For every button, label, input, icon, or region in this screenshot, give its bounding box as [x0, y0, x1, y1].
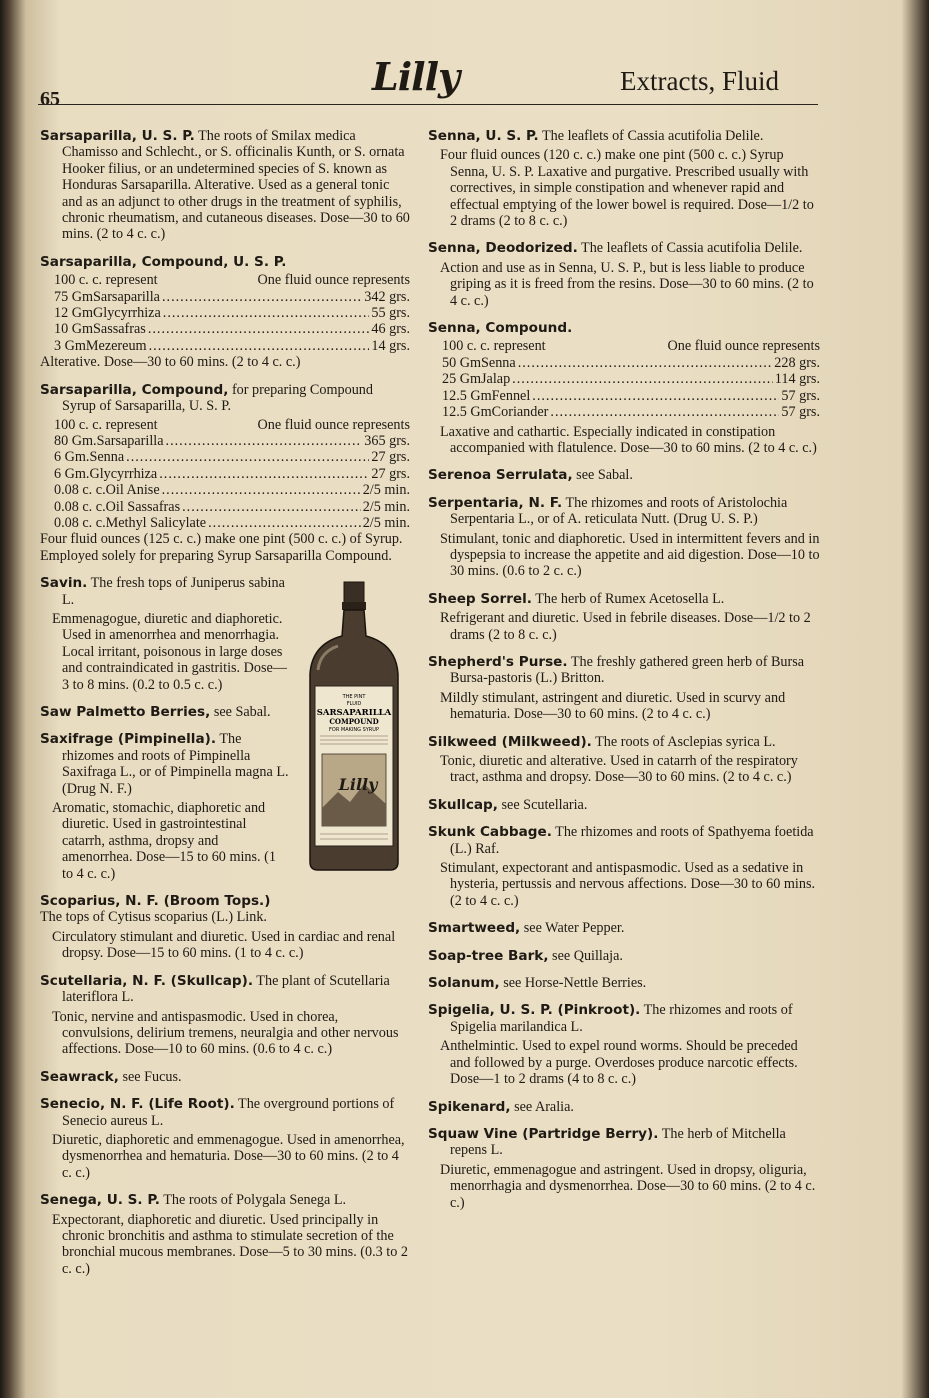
headword: Skullcap,	[428, 796, 498, 813]
entry-sarsaparilla-compound-syrup	[40, 382, 410, 564]
entry-skullcap	[428, 797, 820, 813]
entry-text: The herb of Rumex Acetosella L.	[531, 590, 725, 607]
entry-scoparius	[40, 893, 410, 962]
formula-head	[54, 272, 410, 288]
entry-skunk-cabbage	[428, 824, 820, 909]
entry-scutellaria	[40, 973, 410, 1058]
entry-lead	[428, 824, 820, 857]
entry-lead	[428, 128, 820, 144]
leader-dots	[163, 305, 370, 321]
entry-text: The leaflets of Cassia acutifolia Delile.	[538, 128, 764, 144]
entry-spigelia	[428, 1002, 820, 1087]
headword: Savin.	[40, 575, 88, 592]
formula-row	[442, 388, 820, 404]
headword: Senna, Deodorized.	[428, 240, 578, 257]
formula-row	[442, 404, 820, 420]
bottle-lilly-logo: Lilly	[338, 775, 378, 794]
entry-saw-palmetto	[40, 704, 290, 720]
entry-shepherds-purse	[428, 654, 820, 723]
leader-dots	[532, 388, 779, 404]
entry-text: The herb of Mitchella repens L.	[450, 1125, 786, 1159]
headword: Soap-tree Bark,	[428, 947, 549, 964]
headword: Sarsaparilla, Compound, U. S. P.	[40, 253, 287, 270]
formula-quantity: 25 Gm	[442, 371, 482, 388]
entry-body: Action and use as in Senna, U. S. P., but is less liable to produce griping as it is freed from the resins. Dose—30 to 60 mins. (2 to 4 c. c.)	[440, 259, 814, 309]
entry-body: Laxative and cathartic. Especially indicated in constipation accompanied with flatulence. Dose—30 to 60 mins. (2 to 4 c. c.)	[440, 423, 817, 456]
headword: Spigelia, U. S. P. (Pinkroot).	[428, 1002, 641, 1019]
entry-body: Anthelmintic. Used to expel round worms. Should be preceded and followed by a purge. Overdoses produce narcotic effects. Dose—1 to 2 drams (4 to 8 c. c.)	[440, 1038, 798, 1088]
formula-ingredient: Fennel	[491, 387, 531, 404]
formula-row	[54, 482, 410, 498]
formula-ingredient: Glycyrrhiza	[89, 465, 158, 482]
entry-text: see Quillaja.	[548, 947, 623, 964]
formula-head-left: 100 c. c. represent	[54, 272, 158, 289]
formula-table	[54, 272, 410, 354]
entry-sarsaparilla	[40, 128, 410, 243]
entry-text: The roots of Polygala Senega L.	[159, 1192, 347, 1209]
entry-body: Diuretic, diaphoretic and emmenagogue. Used in amenorrhea, dysmenorrhea and hematuria. Dose—30 to 60 mins. (2 to 4 c. c.)	[52, 1131, 405, 1181]
entry-text: for preparing Compound Syrup of Sarsaparilla, U. S. P.	[62, 381, 373, 415]
headword: Senna, Compound.	[428, 320, 573, 337]
headword: Seawrack,	[40, 1068, 119, 1085]
entry-lead	[428, 495, 820, 528]
entry-body: Circulatory stimulant and diuretic. Used in cardiac and renal dropsy. Dose—15 to 60 mins. (1 to 4 c. c.)	[52, 928, 396, 962]
entry-lead	[428, 320, 820, 336]
headword: Smartweed,	[428, 920, 521, 937]
entry-lead	[428, 654, 820, 687]
entry-senna-deodorized	[428, 240, 820, 309]
formula-quantity: 6 Gm.	[54, 449, 90, 466]
entry-lead	[428, 920, 820, 936]
formula-table	[54, 417, 410, 532]
formula-ingredient: Senna	[481, 354, 516, 371]
formula-ingredient: Jalap	[481, 371, 511, 388]
entry-body: Expectorant, diaphoretic and diuretic. Used principally in chronic bronchitis and asthma to stimulate secretion of the bronchial mucous membranes. Dose—5 to 30 mins. (0.3 to 2 c. c.)	[52, 1211, 408, 1277]
headword: Sarsaparilla, Compound,	[40, 381, 229, 398]
entry-text: see Water Pepper.	[520, 920, 625, 937]
headword: Squaw Vine (Partridge Berry).	[428, 1125, 659, 1142]
formula-amount: 57 grs.	[781, 387, 820, 404]
formula-row	[54, 433, 410, 449]
formula-row	[54, 338, 410, 354]
formula-ingredient: Sassafras	[93, 321, 146, 338]
formula-quantity: 10 Gm	[54, 321, 94, 338]
formula-amount: 27 grs.	[371, 465, 410, 482]
entry-lead	[428, 975, 820, 991]
headword: Sarsaparilla, U. S. P.	[40, 128, 195, 144]
entry-body: Mildly stimulant, astringent and diuretic. Used in scurvy and hematuria. Dose—30 to 60 mins. (2 to 4 c. c.)	[440, 689, 786, 723]
formula-ingredient: Methyl Salicylate	[105, 514, 207, 531]
formula-ingredient: Oil Sassafras	[105, 498, 181, 515]
entry-lead	[428, 240, 820, 256]
formula-quantity: 80 Gm.	[54, 432, 97, 449]
formula-quantity: 0.08 c. c.	[54, 514, 106, 531]
entry-body: Tonic, nervine and antispasmodic. Used in chorea, convulsions, delirium tremens, neuralgia and other nervous affections. Dose—10 to 60 mins. (0.6 to 4 c. c.)	[52, 1008, 399, 1058]
entry-body: Diuretic, emmenagogue and astringent. Used in dropsy, oliguria, menorrhagia and dysmenorrhea. Dose—30 to 60 mins. (2 to 4 c. c.)	[440, 1161, 816, 1211]
leader-dots	[512, 371, 773, 387]
entry-text: The roots of Asclepias syrica L.	[591, 733, 776, 750]
headword: Scutellaria, N. F. (Skullcap).	[40, 972, 254, 989]
right-column	[428, 128, 820, 1222]
leader-dots	[182, 499, 361, 515]
entry-lead	[40, 893, 410, 909]
formula-quantity: 0.08 c. c.	[54, 482, 106, 499]
entry-text: see Scutellaria.	[497, 796, 588, 813]
header-rule	[38, 104, 818, 105]
leader-dots	[166, 433, 363, 449]
formula-amount: 228 grs.	[774, 354, 820, 371]
entry-senna	[428, 128, 820, 229]
entry-text: Alterative. Dose—30 to 60 mins. (2 to 4 c. c.)	[40, 354, 301, 371]
entry-squaw-vine	[428, 1126, 820, 1211]
formula-amount: 2/5 min.	[362, 498, 410, 515]
leader-dots	[159, 466, 369, 482]
headword: Senna, U. S. P.	[428, 128, 539, 144]
formula-amount: 2/5 min.	[362, 482, 410, 499]
leader-dots	[550, 404, 779, 420]
entry-lead	[40, 382, 410, 415]
running-head: Extracts, Fluid	[620, 66, 779, 96]
formula-quantity: 3 Gm	[54, 337, 86, 354]
headword: Serpentaria, N. F.	[428, 494, 563, 511]
formula-row	[54, 289, 410, 305]
entry-body: Four fluid ounces (120 c. c.) make one pint (500 c. c.) Syrup Senna, U. S. P. Laxative and purgative. Prescribed usually with correctives, in simple constipation and whenever rapid and effectual emptying of the lower bowel is required. Dose—1/2 to 2 drams (2 to 8 c. c.)	[440, 147, 814, 230]
entry-text: The overground portions of Senecio aureus L.	[62, 1096, 395, 1129]
lilly-logo: Lilly	[372, 54, 460, 99]
formula-row	[54, 499, 410, 515]
headword: Senecio, N. F. (Life Root).	[40, 1096, 235, 1113]
entry-lead	[40, 128, 410, 243]
entry-text: see Sabal.	[210, 704, 271, 720]
entry-savin	[40, 575, 290, 693]
leader-dots	[149, 338, 370, 354]
entry-text: Four fluid ounces (125 c. c.) make one pint (500 c. c.) of Syrup. Employed solely for preparing Syrup Sarsaparilla Compound.	[40, 531, 403, 564]
formula-ingredient: Sarsaparilla	[93, 288, 160, 305]
entry-senna-compound	[428, 320, 820, 456]
formula-quantity: 12.5 Gm	[442, 387, 492, 404]
formula-ingredient: Mezereum	[85, 337, 147, 354]
formula-row	[54, 305, 410, 321]
entry-lead	[40, 704, 290, 720]
formula-ingredient: Glycyrrhiza	[93, 305, 161, 322]
formula-amount: 57 grs.	[781, 404, 820, 421]
entry-lead	[428, 1126, 820, 1159]
formula-ingredient: Oil Anise	[105, 482, 160, 499]
entry-sheep-sorrel	[428, 591, 820, 643]
formula-amount: 27 grs.	[371, 449, 410, 466]
entry-body: Refrigerant and diuretic. Used in febrile diseases. Dose—1/2 to 2 drams (2 to 8 c. c.)	[440, 610, 811, 643]
formula-head-left: 100 c. c. represent	[442, 338, 546, 355]
bottle-label-line: COMPOUND	[329, 717, 379, 726]
entry-text: The plant of Scutellaria lateriflora L.	[62, 972, 390, 1006]
headword: Senega, U. S. P.	[40, 1192, 160, 1209]
entry-lead	[428, 948, 820, 964]
leader-dots	[208, 515, 361, 531]
formula-amount: 114 grs.	[774, 371, 820, 388]
leader-dots	[148, 321, 370, 337]
formula-head-right: One fluid ounce represents	[257, 416, 410, 433]
leader-dots	[162, 289, 362, 305]
entry-lead	[40, 1096, 410, 1129]
formula-table	[442, 338, 820, 420]
entry-senega	[40, 1192, 410, 1277]
formula-quantity: 6 Gm.	[54, 465, 90, 482]
page-number: 65	[40, 88, 60, 110]
bottle-label-line: FOR MAKING SYRUP	[329, 727, 379, 733]
entry-lead	[428, 467, 820, 483]
formula-quantity: 75 Gm	[54, 288, 94, 305]
headword: Shepherd's Purse.	[428, 653, 568, 670]
entry-text: The rhizomes and roots of Spigelia marilandica L.	[450, 1002, 793, 1035]
entry-spikenard	[428, 1099, 820, 1115]
formula-head	[54, 417, 410, 433]
headword: Serenoa Serrulata,	[428, 467, 573, 484]
formula-head-right: One fluid ounce represents	[257, 272, 410, 289]
formula-amount: 14 grs.	[371, 337, 410, 354]
bottle-label-title: SARSAPARILLA	[316, 708, 392, 718]
entry-serpentaria	[428, 495, 820, 580]
formula-row	[442, 371, 820, 387]
entry-text: The freshly gathered green herb of Bursa Bursa-pastoris (L.) Britton.	[450, 653, 805, 687]
entry-body: Emmenagogue, diuretic and diaphoretic. Used in amenorrhea and menorrhagia. Local irritant, poisonous in large doses and contraindicated in gastritis. Dose—3 to 8 mins. (0.2 to 0.5 c. c.)	[52, 610, 287, 693]
formula-amount: 365 grs.	[364, 432, 410, 449]
bottle-svg	[298, 578, 410, 878]
entry-lead	[428, 1002, 820, 1035]
entry-saxifrage	[40, 731, 290, 882]
formula-ingredient: Coriander	[491, 404, 549, 421]
formula-head-right: One fluid ounce represents	[667, 338, 820, 355]
formula-row	[54, 515, 410, 531]
entry-lead	[40, 1192, 410, 1208]
formula-amount: 55 grs.	[371, 305, 410, 322]
entry-lead	[428, 1099, 820, 1115]
formula-quantity: 12.5 Gm	[442, 404, 492, 421]
leader-dots	[162, 482, 361, 498]
entry-seawrack	[40, 1069, 410, 1085]
formula-row	[54, 321, 410, 337]
formula-ingredient: Senna	[89, 449, 125, 466]
formula-amount: 46 grs.	[371, 321, 410, 338]
entry-soap-tree-bark	[428, 948, 820, 964]
entry-body: Tonic, diuretic and alterative. Used in catarrh of the respiratory tract, asthma and dropsy. Dose—30 to 60 mins. (2 to 4 c. c.)	[440, 753, 798, 786]
formula-amount: 2/5 min.	[362, 514, 410, 531]
entry-smartweed	[428, 920, 820, 936]
bottle-label-line: FLUID	[346, 701, 362, 707]
leader-dots	[126, 449, 369, 465]
entry-text: The roots of Smilax medica Chamisso and Schlecht., or S. officinalis Kunth, or S. ornata Hooker filius, or an undetermined species of S. known as Honduras Sarsaparilla. Alterative. Used as a general tonic and as an adjunct to other drugs in the treatment of syphilis, chronic rheumatism, and cutaneous diseases. Dose—30 to 60 mins. (2 to 4 c. c.)	[62, 128, 410, 243]
headword: Saxifrage (Pimpinella).	[40, 731, 217, 748]
formula-quantity: 0.08 c. c.	[54, 498, 106, 515]
bottle-label-line: THE PINT	[342, 694, 366, 700]
entry-silkweed	[428, 734, 820, 786]
entry-text: see Sabal.	[572, 467, 633, 484]
entry-text: The fresh tops of Juniperus sabina L.	[62, 575, 285, 608]
entry-body: Stimulant, expectorant and antispasmodic. Used as a sedative in hysteria, pertussis and nervous affections. Dose—30 to 60 mins. (2 to 4 c. c.)	[440, 860, 816, 909]
formula-quantity: 12 Gm	[54, 305, 94, 322]
headword: Solanum,	[428, 975, 500, 992]
leader-dots	[518, 355, 773, 371]
formula-head	[442, 338, 820, 354]
formula-row	[54, 466, 410, 482]
entry-lead	[40, 575, 290, 608]
entry-text: The rhizomes and roots of Aristolochia Serpentaria L., or of A. reticulata Nutt. (Drug U. S. P.)	[450, 494, 788, 528]
entry-lead	[40, 1069, 410, 1085]
formula-head-left: 100 c. c. represent	[54, 416, 158, 433]
entry-lead	[428, 797, 820, 813]
entry-text: The leaflets of Cassia acutifolia Delile.	[577, 240, 803, 257]
entry-lead	[428, 591, 820, 607]
entry-lead	[40, 731, 290, 797]
entry-text: The rhizomes and roots of Pimpinella Saxifraga L., or of Pimpinella magna L. (Drug N. F.)	[62, 731, 289, 797]
headword: Saw Palmetto Berries,	[40, 704, 211, 720]
bottle-illustration	[298, 578, 410, 878]
entry-body: Aromatic, stomachic, diaphoretic and diuretic. Used in gastrointestinal catarrh, asthma, dropsy and amenorrhea. Dose—15 to 60 mins. (1 to 4 c. c.)	[52, 800, 276, 882]
entry-solanum	[428, 975, 820, 991]
formula-amount: 342 grs.	[364, 288, 410, 305]
entry-lead	[40, 254, 410, 270]
entry-text: see Horse-Nettle Berries.	[499, 975, 647, 992]
entry-serenoa	[428, 467, 820, 483]
entry-senecio	[40, 1096, 410, 1181]
entry-lead	[40, 973, 410, 1006]
formula-row	[54, 449, 410, 465]
formula-quantity: 50 Gm	[442, 354, 482, 371]
entry-body: Stimulant, tonic and diaphoretic. Used in intermittent fevers and in dyspepsia to increase the appetite and aid digestion. Dose—10 to 30 mins. (0.6 to 2 c. c.)	[440, 530, 820, 580]
headword: Scoparius, N. F. (Broom Tops.)	[40, 893, 271, 910]
headword: Spikenard,	[428, 1098, 511, 1115]
entry-text: The tops of Cytisus scoparius (L.) Link.	[40, 909, 267, 926]
formula-row	[442, 355, 820, 371]
headword: Silkweed (Milkweed).	[428, 733, 592, 750]
entry-text: see Fucus.	[118, 1068, 182, 1085]
formula-ingredient: Sarsaparilla	[96, 432, 164, 449]
entry-text: The rhizomes and roots of Spathyema foetida (L.) Raf.	[450, 824, 814, 857]
entry-text: see Aralia.	[510, 1098, 574, 1115]
entry-lead	[428, 734, 820, 750]
headword: Skunk Cabbage.	[428, 824, 552, 841]
headword: Sheep Sorrel.	[428, 590, 532, 607]
entry-sarsaparilla-compound	[40, 254, 410, 371]
